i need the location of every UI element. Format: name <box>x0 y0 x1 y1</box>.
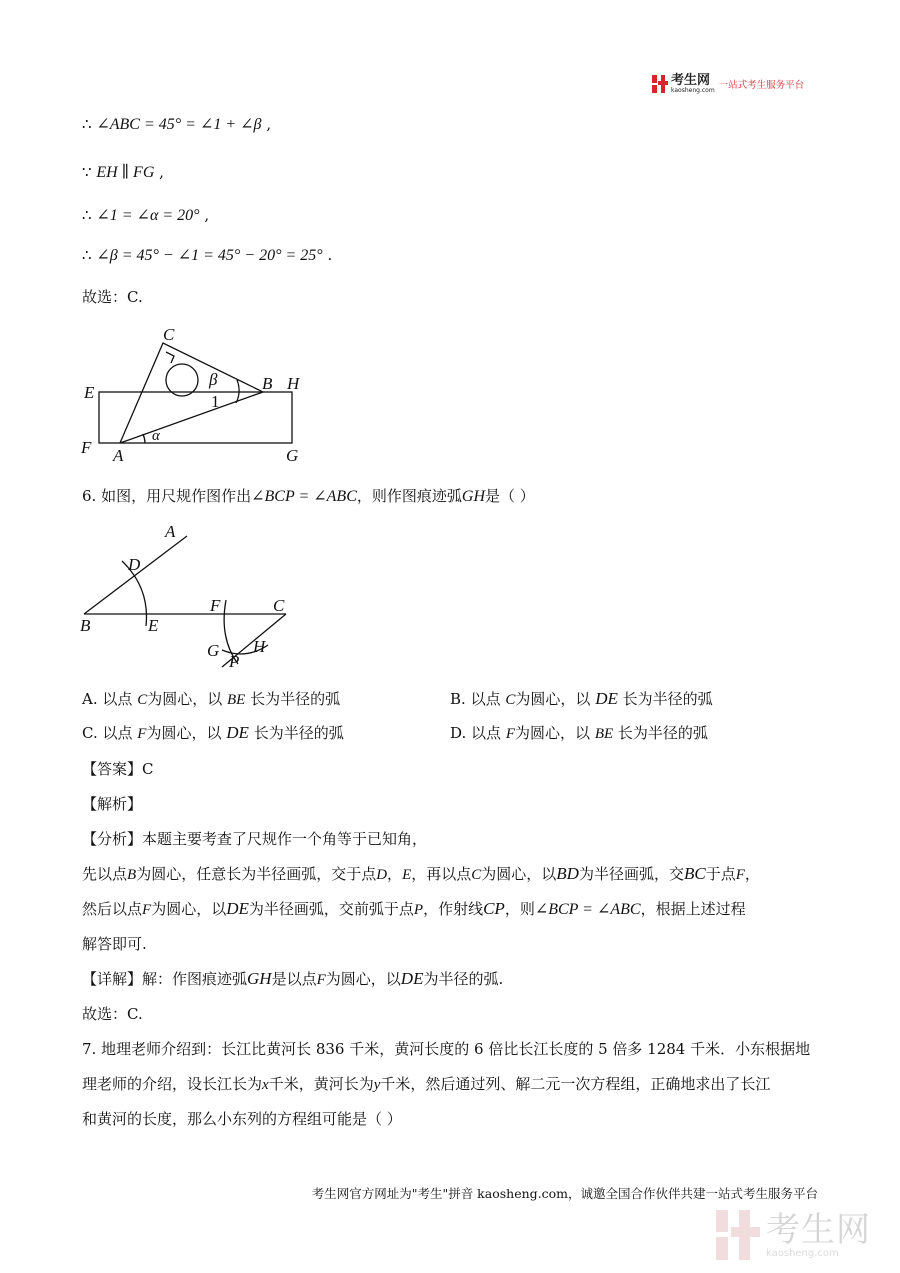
question-number: 6. <box>82 487 97 505</box>
rectangle-efgh <box>99 392 292 443</box>
figure-triangle-rectangle <box>78 322 318 467</box>
steps-line-1 <box>82 864 760 885</box>
step-text: 为圆心，任意长为半径画弧，交于点 <box>136 865 377 883</box>
step-text: 然后以点 <box>82 900 143 918</box>
option-point: C <box>505 692 516 708</box>
label-h: H <box>253 637 266 656</box>
variable-x: x <box>262 1077 269 1093</box>
segment-label: BC <box>683 864 706 883</box>
fenxi-tag: 【分析】 <box>82 830 143 848</box>
step-text: 为半径画弧，交前弧于点 <box>248 900 414 918</box>
option-text: 为圆心，以 <box>515 724 591 742</box>
question-7-line-3: 和黄河的长度，那么小东列的方程组可能是（ ） <box>82 1110 402 1128</box>
point-label: F <box>735 867 745 883</box>
question-text: 千米，黄河长为 <box>268 1075 374 1093</box>
therefore-symbol: ∴ <box>82 246 92 264</box>
option-text: 以点 <box>471 724 502 742</box>
detail-line <box>82 969 503 990</box>
label-e: E <box>148 616 159 635</box>
option-key: B. <box>450 690 466 708</box>
solution-line-4 <box>82 245 332 266</box>
label-a: A <box>165 522 176 541</box>
detail-text: 为半径的弧. <box>423 970 504 988</box>
option-text: 以点 <box>470 690 501 708</box>
option-key: C. <box>82 724 98 742</box>
option-text: 以点 <box>102 690 133 708</box>
label-h: H <box>287 374 300 393</box>
step-text: 先以点 <box>82 865 128 883</box>
label-c: C <box>273 596 285 615</box>
option-text: 为圆心，以 <box>146 724 222 742</box>
option-key: D. <box>450 724 467 742</box>
point-label: B <box>127 867 137 883</box>
steps-line-2 <box>82 899 746 920</box>
label-g: G <box>286 446 299 465</box>
label-f: F <box>81 438 92 457</box>
step-text: 为半径画弧，交 <box>578 865 684 883</box>
option-text: 长为半径的弧 <box>617 724 708 742</box>
segment-label: DE <box>226 899 249 918</box>
label-b: B <box>262 374 273 393</box>
point-label: P <box>413 902 424 918</box>
punctuation: , <box>159 163 164 181</box>
question-text: 如图，用尺规作图作出 <box>101 487 252 505</box>
solution-line-1 <box>82 114 271 135</box>
option-segment: DE <box>226 723 249 742</box>
question-text: ，则作图痕迹弧 <box>356 487 462 505</box>
option-point: F <box>505 726 516 742</box>
right-angle-mark <box>166 352 174 363</box>
point-label: C <box>471 867 482 883</box>
question-text: 理老师的介绍，设长江长为 <box>82 1075 263 1093</box>
ray-ba <box>84 536 187 614</box>
analysis-tag: 【解析】 <box>82 795 143 813</box>
logo-name: 考生网 <box>671 73 711 88</box>
point-label: D <box>376 867 388 883</box>
math-expression: ∠1 = ∠α = 20° <box>96 207 200 224</box>
step-text: 为圆心，以 <box>481 865 557 883</box>
label-c: C <box>163 325 175 344</box>
variable-y: y <box>373 1077 381 1093</box>
label-e: E <box>84 383 95 402</box>
point-label: F <box>142 902 152 918</box>
option-c[interactable] <box>82 722 344 743</box>
math-expression: ∠BCP = ∠ABC <box>534 901 641 918</box>
watermark <box>716 1210 871 1260</box>
answer-line <box>82 759 154 779</box>
option-segment: DE <box>595 689 618 708</box>
logo-slogan: 一站式考生服务平台 <box>718 80 805 91</box>
watermark-url: kaosheng.com <box>766 1247 839 1259</box>
detail-tag: 【详解】 <box>82 970 143 988</box>
ray-label: CP <box>483 899 505 918</box>
detail-text: 为圆心，以 <box>325 970 401 988</box>
step-text: ， <box>387 865 403 883</box>
choose-line-2: 故选：C. <box>82 1005 143 1023</box>
choose-line-1: 故选：C. <box>82 288 143 306</box>
kaosheng-logo-icon <box>652 75 668 93</box>
punctuation: , <box>204 206 210 224</box>
question-7-line-1: 7. 地理老师介绍到：长江比黄河长 836 千米，黄河长度的 6 倍比长江长度的 5 倍多 1284 千米．小东根据地 <box>82 1040 811 1058</box>
label-g: G <box>207 641 220 660</box>
option-text: 以点 <box>102 724 133 742</box>
option-a[interactable] <box>82 688 340 709</box>
footer-text: 考生网官方网址为"考生"拼音 kaosheng.com，诚邀全国合作伙伴共建一站式考生服务平台 <box>311 1186 818 1201</box>
solution-line-3 <box>82 205 209 226</box>
label-p: P <box>229 652 240 671</box>
step-text: ， <box>744 865 760 883</box>
option-text: 为圆心，以 <box>515 690 591 708</box>
option-point: C <box>137 692 148 708</box>
option-b[interactable] <box>450 688 713 709</box>
logo-url: kaosheng.com <box>671 87 715 94</box>
question-6-stem <box>82 486 535 507</box>
point-label: F <box>316 972 326 988</box>
circle-shape <box>166 364 198 396</box>
step-text: 于点 <box>705 865 736 883</box>
therefore-symbol: ∴ <box>82 115 92 133</box>
math-expression: ∠BCP = ∠ABC <box>251 488 357 505</box>
step-text: ，再以点 <box>411 865 472 883</box>
math-expression: EH ∥ FG <box>96 164 155 181</box>
math-expression: ∠ABC = 45° = ∠1 + ∠β <box>96 116 262 133</box>
question-text: 千米，然后通过列、解二元一次方程组，正确地求出了长江 <box>380 1075 771 1093</box>
answer-tag: 【答案】 <box>82 760 143 778</box>
step-text: ，作射线 <box>423 900 484 918</box>
header-logo <box>652 74 804 94</box>
label-alpha: α <box>152 428 160 444</box>
option-d[interactable] <box>450 722 708 743</box>
question-7-line-2 <box>82 1074 770 1095</box>
steps-line-3: 解答即可. <box>82 935 147 953</box>
option-point: F <box>137 726 147 742</box>
option-text: 为圆心，以 <box>147 690 223 708</box>
watermark-logo-icon <box>716 1210 760 1260</box>
segment-label: BD <box>556 864 579 883</box>
option-text: 长为半径的弧 <box>622 690 713 708</box>
label-beta: β <box>209 370 218 389</box>
therefore-symbol: ∴ <box>82 206 92 224</box>
question-text: 是（ ） <box>485 487 535 505</box>
segment-label: DE <box>400 969 424 988</box>
label-b: B <box>80 616 91 635</box>
detail-text: 是以点 <box>271 970 317 988</box>
arc-label: GH <box>247 969 272 988</box>
fenxi-text: 本题主要考查了尺规作一个角等于已知角， <box>142 830 428 848</box>
option-text: 长为半径的弧 <box>250 690 341 708</box>
watermark-name: 考生网 <box>766 1209 871 1250</box>
label-d: D <box>128 555 141 574</box>
step-text: ，则 <box>504 900 535 918</box>
because-symbol: ∵ <box>82 163 92 181</box>
option-text: 长为半径的弧 <box>253 724 344 742</box>
step-text: 为圆心，以 <box>151 900 227 918</box>
label-a: A <box>113 446 124 465</box>
math-expression: ∠β = 45° − ∠1 = 45° − 20° = 25° <box>96 247 323 264</box>
angle-alpha-arc <box>143 434 145 443</box>
math-arc-gh: GH <box>461 488 485 505</box>
option-segment: BE <box>594 726 614 742</box>
fenxi-line <box>82 829 427 849</box>
answer-value: C <box>142 760 154 778</box>
step-text: ，根据上述过程 <box>640 900 746 918</box>
punctuation: , <box>266 115 272 133</box>
point-label: E <box>402 867 412 883</box>
figure-construction <box>78 518 303 678</box>
punctuation: . <box>327 246 333 264</box>
detail-text: 解：作图痕迹弧 <box>142 970 248 988</box>
option-key: A. <box>82 690 98 708</box>
label-angle-1: 1 <box>211 392 220 411</box>
label-f: F <box>210 596 221 615</box>
solution-line-2 <box>82 162 164 183</box>
option-segment: BE <box>227 692 246 708</box>
